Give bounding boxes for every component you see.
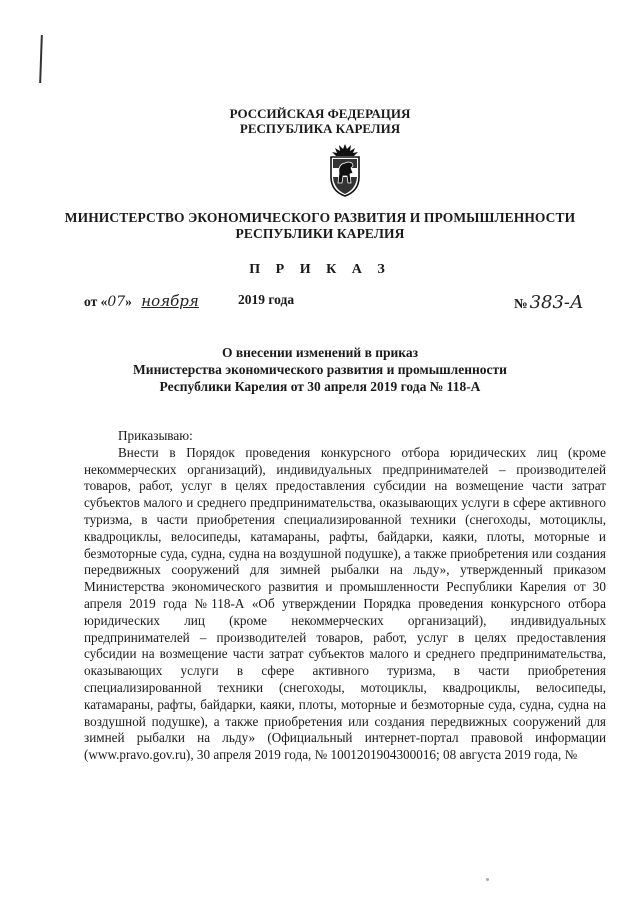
scan-speck: [486, 878, 489, 881]
date-month-handwritten: ноября: [141, 292, 199, 310]
date-prefix: от «: [84, 294, 108, 309]
order-body: [84, 428, 606, 764]
order-number: [514, 292, 584, 313]
date-day-handwritten: 07: [107, 294, 126, 310]
body-paragraph-1: Внести в Порядок проведения конкурсного отбора юридических лиц (кроме некоммерческих организаций), индивидуальных предпринимателей – производителей товаров, работ, услуг в целях предоставления субсидии на возмещение части затрат субъектов малого и среднего предпринимательства, оказывающих услуги в сфере активного туризма, в части приобретения специализированной техники (снегоходы, мотоциклы, квадроциклы, велосипеды, катамараны, рафты, байдарки, каяки, плоты, моторные и безмоторные суда, судна, судна на воздушной подушке), а также приобретения или создания передвижных сооружений для зимней рыбалки на льду», утвержденный приказом Министерства экономического развития и промышленности Республики Карелия от 30 апреля 2019 года №118-А «Об утверждении Порядка проведения конкурсного отбора юридических лиц (кроме некоммерческих организаций), индивидуальных предпринимателей – производителей товаров, работ, услуг в целях предоставления субсидии на возмещение части затрат субъектов малого и среднего предпринимательства, оказывающих услуги в сфере активного туризма, в части приобретения специализированной техники (снегоходы, мотоциклы, квадроциклы, велосипеды, катамараны, рафты, байдарки, каяки, плоты, моторные и безмоторные суда, судна, судна на воздушной подушке), а также приобретения или создания передвижных сооружений для зимней рыбалки на льду» (Официальный интернет-портал правовой информации (www.pravo.gov.ru), 30 апреля 2019 года, № 1001201904300016; 08 августа 2019 года, №: [84, 444, 606, 763]
subject-line3: Республики Карелия от 30 апреля 2019 года № 118-А: [159, 379, 481, 394]
karelia-coat-of-arms-icon: [326, 143, 364, 197]
subject-line1: О внесении изменений в приказ: [221, 345, 419, 360]
header-country: РОССИЙСКАЯ ФЕДЕРАЦИЯ: [229, 106, 411, 121]
ministry-name-line1: МИНИСТЕРСТВО ЭКОНОМИЧЕСКОГО РАЗВИТИЯ И ПРОМЫШЛЕННОСТИ: [64, 210, 576, 225]
date-year: 2019 года: [238, 292, 295, 307]
order-number-prefix: №: [514, 296, 528, 311]
date-block: [84, 292, 199, 310]
subject-line2: Министерства экономического развития и промышленности: [133, 362, 507, 377]
ministry-name-line2: РЕСПУБЛИКИ КАРЕЛИЯ: [235, 226, 405, 241]
order-number-handwritten: 383-А: [529, 292, 584, 313]
header-republic: РЕСПУБЛИКА КАРЕЛИЯ: [239, 121, 401, 136]
date-quote-close: »: [125, 294, 132, 309]
order-word: Приказываю:: [118, 428, 193, 443]
margin-pen-mark: [39, 35, 43, 83]
document-type-title: П Р И К А З: [249, 262, 391, 277]
